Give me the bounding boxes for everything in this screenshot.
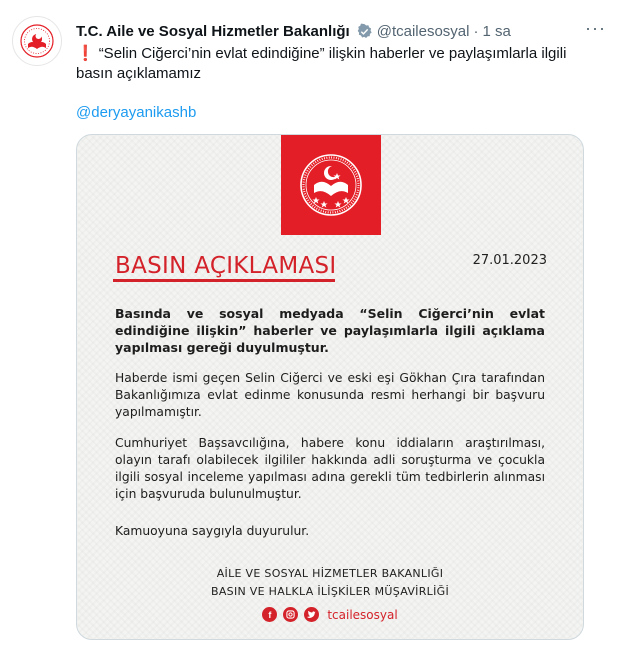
- paragraph-2: Haberde ismi geçen Selin Ciğerci ve eski eşi Gökhan Çıra tarafından Bakanlığımıza evlat edinme konusunda resmi herhangi bir başvuru yapılmamıştır.: [115, 371, 545, 419]
- ministry-logo: [281, 135, 381, 235]
- author-name[interactable]: T.C. Aile ve Sosyal Hizmetler Bakanlığı: [76, 22, 350, 40]
- tweet-text-body: “Selin Ciğerci’nin evlat edindiğine” ilişkin haberler ve paylaşımlarla ilgili basın açıklamamız: [76, 45, 567, 82]
- ministry-emblem-icon: [281, 135, 381, 235]
- press-release-date: 27.01.2023: [472, 253, 547, 268]
- tweet-header: [76, 20, 610, 42]
- social-handle: tcailesosyal: [327, 607, 398, 622]
- tweet-text: [76, 44, 606, 84]
- ministry-logo-icon: [13, 17, 61, 65]
- exclamation-icon: ❗: [76, 45, 95, 62]
- author-avatar[interactable]: [12, 16, 62, 66]
- more-horizontal-icon[interactable]: ···: [585, 18, 606, 38]
- twitter-icon: [304, 607, 319, 622]
- paragraph-1: Basında ve sosyal medyada “Selin Ciğerci’nin evlat edindiğine ilişkin” haberler ve paylaşımlarla ilgili açıklama yapılması gereği duyulmuştur.: [115, 306, 545, 355]
- facebook-icon: f: [262, 607, 277, 622]
- tweet-time[interactable]: 1 sa: [482, 22, 511, 40]
- verified-badge-icon: [356, 23, 373, 40]
- press-release-image[interactable]: [76, 134, 584, 640]
- separator: ·: [473, 22, 479, 40]
- social-links: [77, 607, 583, 622]
- press-release-title: BASIN AÇIKLAMASI: [115, 253, 337, 279]
- paragraph-3: Cumhuriyet Başsavcılığına, habere konu iddiaların araştırılması, olayın tarafı olabilecek ilgililer hakkında adli soruşturma ve çocukla ilgili sosyal inceleme yapılması adına gerekli tüm tedbirlerin alınması için başvuruda bulunulmuştur.: [115, 436, 545, 501]
- mention-link[interactable]: @deryayanikashb: [76, 104, 197, 121]
- title-underline: [113, 279, 335, 282]
- paragraph-4: Kamuoyuna saygıyla duyurulur.: [115, 524, 310, 538]
- signature-line-1: AİLE VE SOSYAL HİZMETLER BAKANLIĞI: [216, 567, 444, 580]
- instagram-icon: [283, 607, 298, 622]
- author-handle[interactable]: @tcailesosyal: [376, 22, 470, 40]
- signature-line-2: BASIN VE HALKLA İLİŞKİLER MÜŞAVİRLİĞİ: [210, 585, 449, 598]
